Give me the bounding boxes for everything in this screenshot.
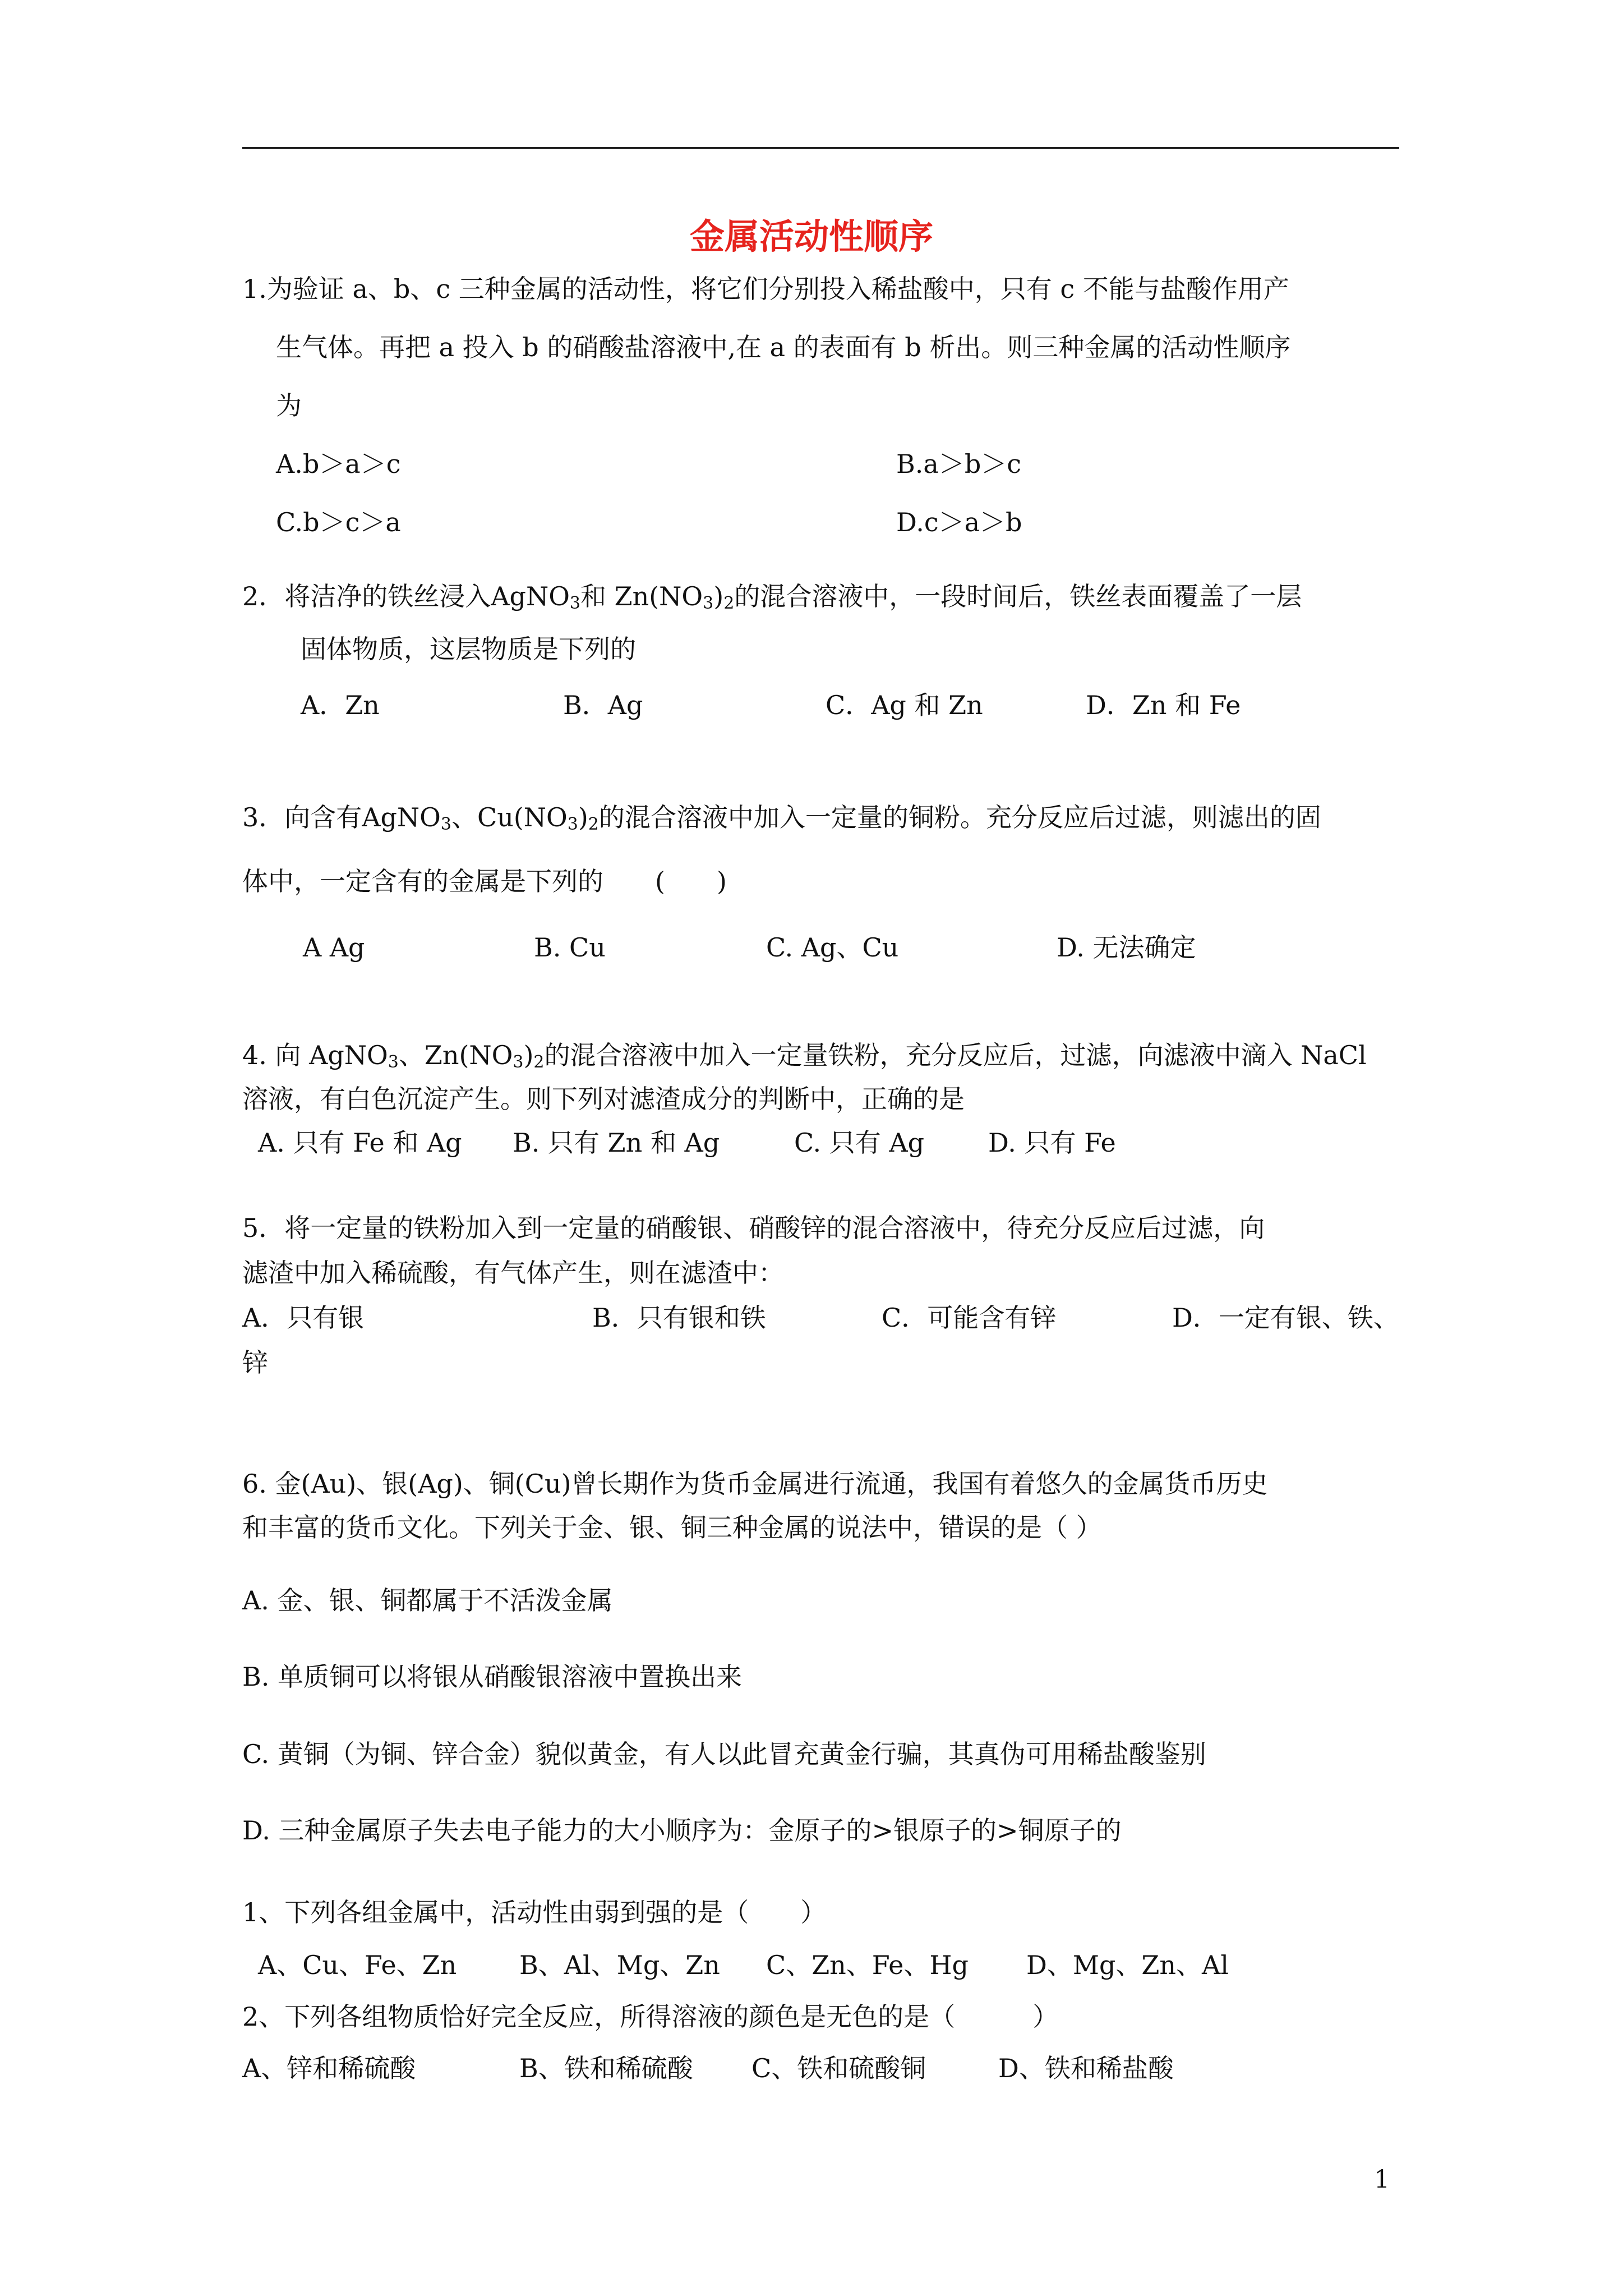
page-number: 1 (1374, 2165, 1390, 2194)
q4-line-1: 4. 向 AgNO$_3$、$Zn(NO_3)_2$的混合溶液中加入一定量铁粉，充分反应后，过滤，向滤液中滴入 NaCl (242, 1040, 1367, 1072)
q2-option-b: B．Ag (563, 690, 643, 720)
q2-option-c: C．Ag 和 Zn (826, 690, 983, 720)
r1-option-c: C、Zn、Fe、Hg (766, 1950, 969, 1980)
r1-option-a: A、Cu、Fe、Zn (258, 1950, 457, 1980)
q3-option-a: A Ag (303, 932, 365, 963)
r1-line-1: 1、下列各组金属中，活动性由弱到强的是（ ） (242, 1897, 827, 1927)
q4-option-c: C. 只有 Ag (794, 1128, 925, 1158)
q1-option-d: D.c＞a＞b (896, 507, 1022, 537)
q5-option-d: D．一定有银、铁、 (1172, 1303, 1399, 1333)
q6-line-1: 6. 金(Au)、银(Ag)、铜(Cu)曾长期作为货币金属进行流通，我国有着悠久的金属货币历史 (242, 1469, 1268, 1499)
r1-option-b: B、Al、Mg、Zn (519, 1950, 720, 1980)
q3-option-d: D. 无法确定 (1057, 932, 1196, 963)
q2-line-2: 固体物质，这层物质是下列的 (301, 634, 636, 664)
q2-option-d: D．Zn 和 Fe (1086, 690, 1241, 720)
r2-option-d: D、铁和稀盐酸 (998, 2053, 1174, 2083)
r2-option-a: A、锌和稀硫酸 (242, 2053, 416, 2083)
q4-option-b: B. 只有 Zn 和 Ag (513, 1128, 720, 1158)
q5-line-1: 5．将一定量的铁粉加入到一定量的硝酸银、硝酸锌的混合溶液中，待充分反应后过滤，向 (242, 1213, 1265, 1243)
q6-option-c: C. 黄铜（为铜、锌合金）貌似黄金，有人以此冒充黄金行骗，其真伪可用稀盐酸鉴别 (242, 1739, 1206, 1769)
q3-line-1: 3．向含有AgNO$_3$、$Cu(NO_3)_2$的混合溶液中加入一定量的铜粉。充分反应后过滤，则滤出的固 (242, 802, 1321, 834)
q4-line-2: 溶液，有白色沉淀产生。则下列对滤渣成分的判断中，正确的是 (242, 1084, 965, 1114)
r2-option-b: B、铁和稀硫酸 (519, 2053, 693, 2083)
q2-line-1: 2．将洁净的铁丝浸入AgNO$_3$和 $Zn(NO_3)_2$的混合溶液中，一段时间后，铁丝表面覆盖了一层 (242, 581, 1302, 613)
q1-line-2: 生气体。再把 a 投入 b 的硝酸盐溶液中,在 a 的表面有 b 析出。则三种金属的活动性顺序 (276, 332, 1291, 362)
q6-option-a: A. 金、银、铜都属于不活泼金属 (242, 1585, 613, 1616)
q5-line-last: 锌 (242, 1347, 268, 1378)
q3-line-2: 体中，一定含有的金属是下列的 ( ) (242, 866, 727, 896)
q5-option-a: A．只有银 (242, 1303, 365, 1333)
page-title: 金属活动性顺序 (689, 216, 933, 257)
q5-line-2: 滤渣中加入稀硫酸，有气体产生，则在滤渣中： (242, 1258, 784, 1288)
q1-option-b: B.a＞b＞c (896, 449, 1022, 479)
q2-option-a: A．Zn (301, 690, 380, 720)
q1-line-1: 1.为验证 a、b、c 三种金属的活动性，将它们分别投入稀盐酸中，只有 c 不能与盐酸作用产 (242, 274, 1289, 304)
r2-line-1: 2、下列各组物质恰好完全反应，所得溶液的颜色是无色的是（ ） (242, 2001, 1059, 2032)
q6-option-d: D. 三种金属原子失去电子能力的大小顺序为：金原子的>银原子的>铜原子的 (242, 1815, 1122, 1846)
q3-option-c: C. Ag、Cu (766, 932, 899, 963)
q4-option-d: D. 只有 Fe (988, 1128, 1116, 1158)
q4-option-a: A. 只有 Fe 和 Ag (258, 1128, 462, 1158)
q5-option-b: B．只有银和铁 (592, 1303, 766, 1333)
q6-option-b: B. 单质铜可以将银从硝酸银溶液中置换出来 (242, 1662, 743, 1692)
q1-option-c: C.b＞c＞a (276, 507, 401, 537)
header-rule (242, 147, 1399, 149)
q6-line-2: 和丰富的货币文化。下列关于金、银、铜三种金属的说法中，错误的是（ ） (242, 1512, 1102, 1543)
r1-option-d: D、Mg、Zn、Al (1026, 1950, 1229, 1980)
q1-option-a: A.b＞a＞c (276, 449, 401, 479)
q5-option-c: C．可能含有锌 (882, 1303, 1057, 1333)
q3-option-b: B. Cu (534, 932, 606, 963)
r2-option-c: C、铁和硫酸铜 (751, 2053, 926, 2083)
q1-line-3: 为 (276, 390, 302, 421)
